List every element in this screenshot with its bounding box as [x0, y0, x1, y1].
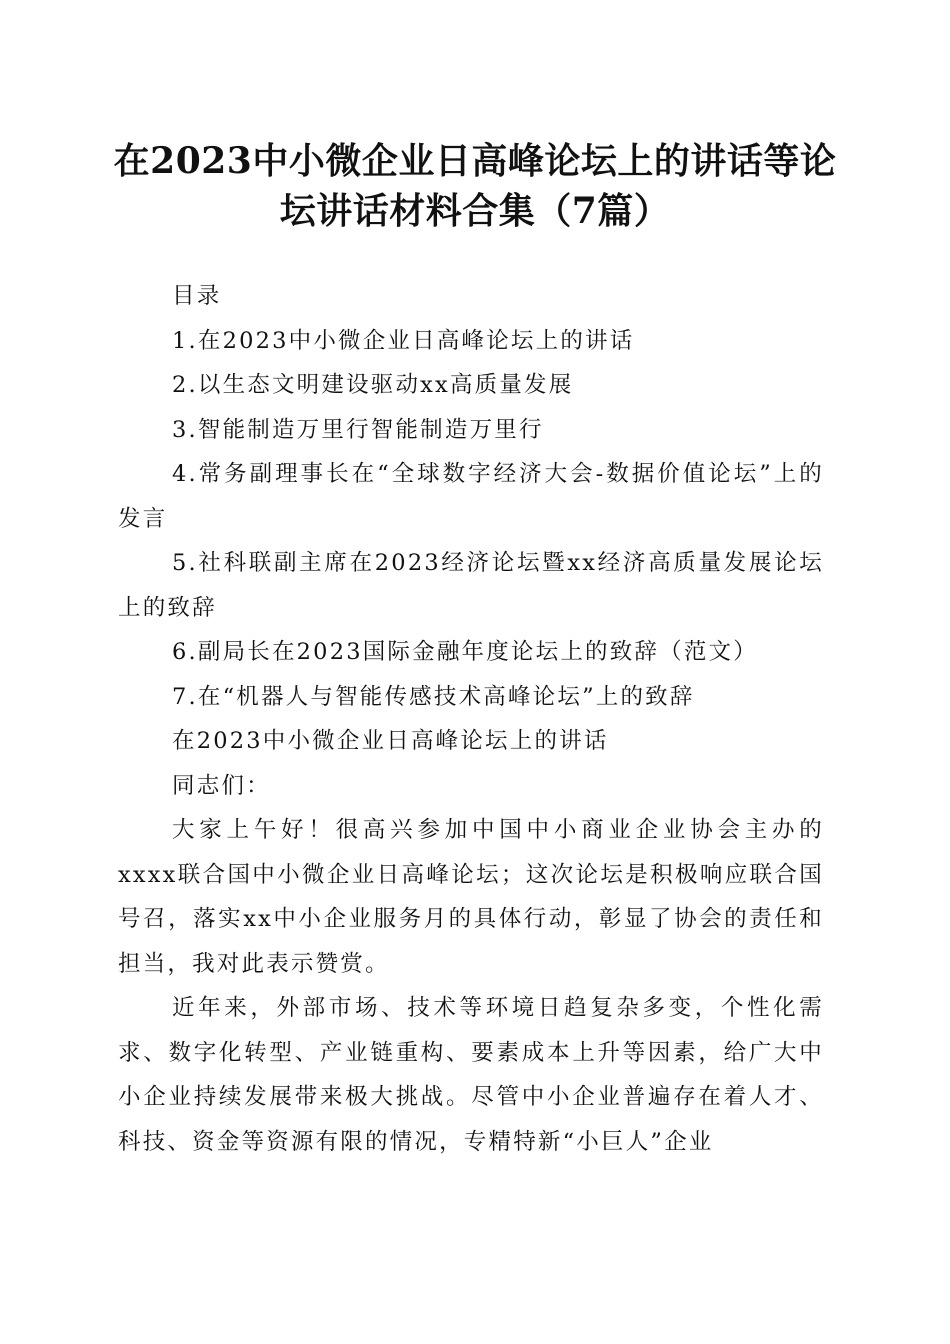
toc-item-1: 1.在2023中小微企业日高峰论坛上的讲话 — [172, 327, 635, 354]
body-paragraph-1: 大家上午好！很高兴参加中国中小商业企业协会主办的xxxx联合国中小微企业日高峰论坛；这次论坛是积极响应联合国号召，落实xx中小企业服务月的具体行动，彰显了协会的责任和担当，我对此表示赞赏。 — [118, 817, 824, 977]
toc-item-4: 4.常务副理事长在“全球数字经济大会-数据价值论坛”上的发言 — [118, 461, 824, 532]
document-body — [118, 274, 824, 1164]
title-line-2: 坛讲话材料合集（7篇） — [279, 190, 671, 232]
title-line-1: 在2023中小微企业日高峰论坛上的讲话等论 — [113, 140, 837, 182]
document-title — [100, 136, 850, 236]
toc-heading: 目录 — [172, 283, 222, 309]
toc-item-2: 2.以生态文明建设驱动xx高质量发展 — [172, 372, 574, 398]
section-title: 在2023中小微企业日高峰论坛上的讲话 — [172, 728, 609, 754]
toc-item-5: 5.社科联副主席在2023经济论坛暨xx经济高质量发展论坛上的致辞 — [118, 550, 824, 621]
toc-item-3: 3.智能制造万里行智能制造万里行 — [172, 416, 544, 443]
toc-item-7: 7.在“机器人与智能传感技术高峰论坛”上的致辞 — [172, 683, 695, 710]
toc-item-6: 6.副局长在2023国际金融年度论坛上的致辞（范文） — [172, 639, 758, 665]
body-paragraph-2: 近年来，外部市场、技术等环境日趋复杂多变，个性化需求、数字化转型、产业链重构、要素成本上升等因素，给广大中小企业持续发展带来极大挑战。尽管中小企业普遍存在着人才、科技、资金等资源有限的情况，专精特新“小巨人”企业 — [118, 995, 824, 1155]
salutation: 同志们： — [172, 772, 271, 799]
